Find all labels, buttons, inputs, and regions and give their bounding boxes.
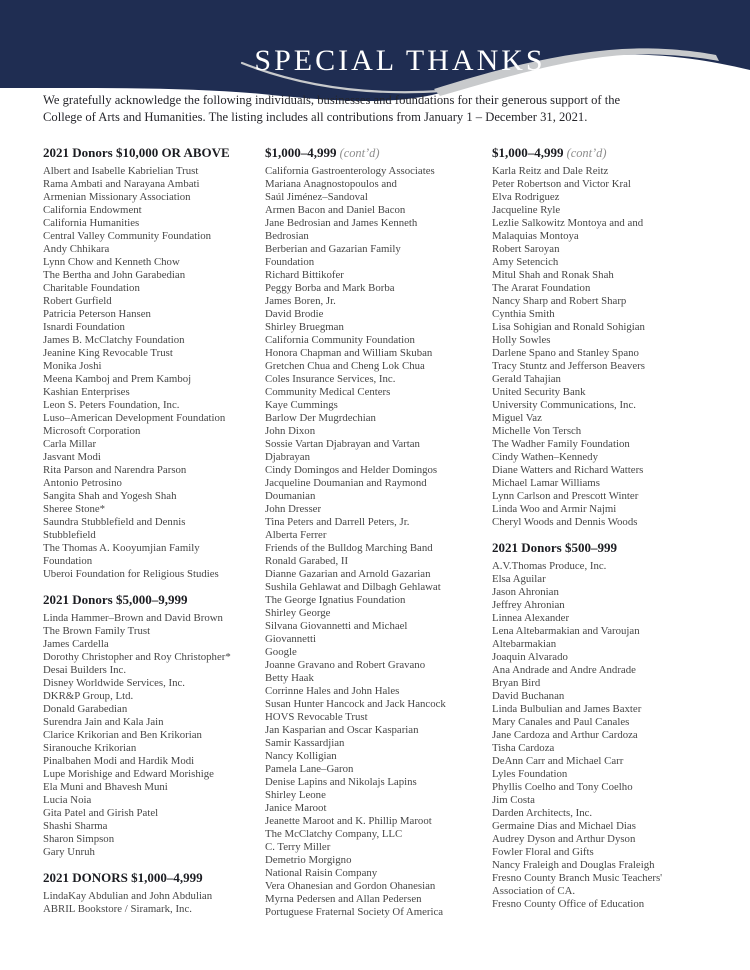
donor-line: Janice Maroot	[265, 802, 327, 814]
donor-line: Jacqueline Ryle	[492, 204, 561, 216]
donor-line: Sharon Simpson	[43, 833, 115, 845]
donor-line: California Gastroenterology Associates	[265, 165, 435, 177]
donor-line: Monika Joshi	[43, 360, 102, 372]
donor-line: Friends of the Bulldog Marching Band	[265, 542, 433, 554]
donor-line: Mitul Shah and Ronak Shah	[492, 269, 614, 281]
donor-line: Darden Architects, Inc.	[492, 807, 593, 819]
section-heading-suffix: (cont’d)	[563, 146, 607, 160]
donor-line: United Security Bank	[492, 386, 586, 398]
intro-line-1: We gratefully acknowledge the following individuals, businesses and foundations for their generous support of the	[43, 93, 621, 107]
donor-line: Myrna Pedersen and Allan Pedersen	[265, 893, 422, 905]
donor-column-3	[492, 145, 730, 911]
donor-line: Lisa Sohigian and Ronald Sohigian	[492, 321, 645, 333]
section-heading-suffix: (cont’d)	[336, 146, 380, 160]
donor-line: Tisha Cardoza	[492, 742, 555, 754]
donor-line: Foundation	[265, 256, 315, 268]
donor-line: Linda Hammer–Brown and David Brown	[43, 612, 223, 624]
donor-line: The Ararat Foundation	[492, 282, 591, 294]
donor-line: Tina Peters and Darrell Peters, Jr.	[265, 516, 410, 528]
donor-line: The George Ignatius Foundation	[265, 594, 406, 606]
donor-line: Phyllis Coelho and Tony Coelho	[492, 781, 633, 793]
donor-line: Gerald Tahajian	[492, 373, 561, 385]
donor-column-1	[43, 145, 255, 916]
donor-line: Joanne Gravano and Robert Gravano	[265, 659, 426, 671]
donor-line: Karla Reitz and Dale Reitz	[492, 165, 609, 177]
donor-line: Altebarmakian	[492, 638, 557, 650]
donor-line: Nancy Sharp and Robert Sharp	[492, 295, 627, 307]
donor-line: Samir Kassardjian	[265, 737, 345, 749]
donor-line: Gita Patel and Girish Patel	[43, 807, 159, 819]
donor-line: Antonio Petrosino	[43, 477, 122, 489]
donor-line: James Cardella	[43, 638, 109, 650]
donor-line: Jacqueline Doumanian and Raymond	[265, 477, 427, 489]
donor-line: Darlene Spano and Stanley Spano	[492, 347, 639, 359]
donor-line: Richard Bittikofer	[265, 269, 344, 281]
section-heading-text: 2021 Donors $10,000 OR ABOVE	[43, 145, 230, 160]
donor-line: Linda Woo and Armir Najmi	[492, 503, 617, 515]
section-heading	[43, 592, 255, 608]
donor-line: Jane Bedrosian and James Kenneth	[265, 217, 418, 229]
donor-line: Ela Muni and Bhavesh Muni	[43, 781, 168, 793]
donor-line: Kaye Cummings	[265, 399, 338, 411]
donor-line: Lupe Morishige and Edward Morishige	[43, 768, 214, 780]
donor-line: Gary Unruh	[43, 846, 95, 858]
intro-text	[43, 92, 715, 126]
section-heading-text: 2021 Donors $5,000–9,999	[43, 592, 188, 607]
donor-line: Fresno County Branch Music Teachers'	[492, 872, 663, 884]
donor-line: Microsoft Corporation	[43, 425, 141, 437]
donor-line: Bryan Bird	[492, 677, 541, 689]
donor-line: The Brown Family Trust	[43, 625, 151, 637]
donor-line: Honora Chapman and William Skuban	[265, 347, 433, 359]
donor-line: James Boren, Jr.	[265, 295, 336, 307]
donor-line: Portuguese Fraternal Society Of America	[265, 906, 444, 918]
donor-line: Community Medical Centers	[265, 386, 391, 398]
donor-line: Central Valley Community Foundation	[43, 230, 212, 242]
donor-line: Rita Parson and Narendra Parson	[43, 464, 187, 476]
donor-line: Shirley George	[265, 607, 331, 619]
donor-line: Linnea Alexander	[492, 612, 570, 624]
donor-line: Foundation	[43, 555, 93, 567]
donor-line: Holly Sowles	[492, 334, 551, 346]
donor-line: National Raisin Company	[265, 867, 378, 879]
donor-line: Lynn Chow and Kenneth Chow	[43, 256, 180, 268]
donor-line: Malaquias Montoya	[492, 230, 579, 242]
donor-line: The McClatchy Company, LLC	[265, 828, 403, 840]
donor-line: Nancy Kolligian	[265, 750, 337, 762]
donor-line: Miguel Vaz	[492, 412, 542, 424]
donor-line: Rama Ambati and Narayana Ambati	[43, 178, 200, 190]
donor-line: Charitable Foundation	[43, 282, 140, 294]
donor-line: Ana Andrade and Andre Andrade	[492, 664, 636, 676]
donor-line: Germaine Dias and Michael Dias	[492, 820, 636, 832]
donor-line: Djabrayan	[265, 451, 310, 463]
donor-line: Jeanine King Revocable Trust	[43, 347, 173, 359]
donor-line: Jasvant Modi	[43, 451, 101, 463]
donor-line: Audrey Dyson and Arthur Dyson	[492, 833, 636, 845]
section-heading-text: $1,000–4,999	[265, 145, 337, 160]
donor-line: LindaKay Abdulian and John Abdulian	[43, 890, 213, 902]
donor-line: Mariana Anagnostopoulos and	[265, 178, 397, 190]
donor-column-2	[265, 145, 482, 919]
donor-line: Cheryl Woods and Dennis Woods	[492, 516, 638, 528]
donor-line: Leon S. Peters Foundation, Inc.	[43, 399, 180, 411]
donor-line: Gretchen Chua and Cheng Lok Chua	[265, 360, 425, 372]
donor-line: Andy Chhikara	[43, 243, 110, 255]
section-heading	[43, 145, 255, 161]
donor-line: Giovannetti	[265, 633, 316, 645]
donor-line: Sangita Shah and Yogesh Shah	[43, 490, 177, 502]
donor-line: Denise Lapins and Nikolajs Lapins	[265, 776, 417, 788]
donor-line: Vera Ohanesian and Gordon Ohanesian	[265, 880, 436, 892]
donor-line: Lynn Carlson and Prescott Winter	[492, 490, 639, 502]
donor-line: Clarice Krikorian and Ben Krikorian	[43, 729, 202, 741]
donor-line: The Wadher Family Foundation	[492, 438, 630, 450]
donor-line: A.V.Thomas Produce, Inc.	[492, 560, 607, 572]
section-heading	[43, 870, 255, 886]
donor-line: Cindy Wathen–Kennedy	[492, 451, 598, 463]
donor-line: Carla Millar	[43, 438, 97, 450]
donor-line: Michelle Von Tersch	[492, 425, 582, 437]
donor-line: ABRIL Bookstore / Siramark, Inc.	[43, 903, 192, 915]
donor-line: Uberoi Foundation for Religious Studies	[43, 568, 219, 580]
section-heading	[265, 145, 482, 161]
donor-line: John Dresser	[265, 503, 322, 515]
donor-line: Corrinne Hales and John Hales	[265, 685, 400, 697]
donor-line: California Endowment	[43, 204, 142, 216]
donor-line: Susan Hunter Hancock and Jack Hancock	[265, 698, 446, 710]
donor-line: Elva Rodriguez	[492, 191, 560, 203]
donor-line: Alberta Ferrer	[265, 529, 327, 541]
donor-line: Jeanette Maroot and K. Phillip Maroot	[265, 815, 432, 827]
donor-line: Joaquin Alvarado	[492, 651, 568, 663]
donor-line: Mary Canales and Paul Canales	[492, 716, 630, 728]
donor-line: Coles Insurance Services, Inc.	[265, 373, 396, 385]
donor-line: David Brodie	[265, 308, 324, 320]
donor-line: Tracy Stuntz and Jefferson Beavers	[492, 360, 645, 372]
donor-line: Meena Kamboj and Prem Kamboj	[43, 373, 192, 385]
page-title: SPECIAL THANKS	[254, 44, 546, 77]
section-heading	[492, 145, 730, 161]
donor-line: David Buchanan	[492, 690, 565, 702]
donor-line: Stubblefield	[43, 529, 96, 541]
donor-line: Betty Haak	[265, 672, 314, 684]
donor-line: Diane Watters and Richard Watters	[492, 464, 644, 476]
donor-line: Cynthia Smith	[492, 308, 555, 320]
donor-line: Sheree Stone*	[43, 503, 106, 515]
donor-line: Dianne Gazarian and Arnold Gazarian	[265, 568, 431, 580]
donor-line: Robert Saroyan	[492, 243, 560, 255]
donor-line: Lezlie Salkowitz Montoya and and	[492, 217, 644, 229]
donor-line: Armen Bacon and Daniel Bacon	[265, 204, 406, 216]
donor-line: Elsa Aguilar	[492, 573, 546, 585]
donor-line: Association of CA.	[492, 885, 576, 897]
donor-line: Barlow Der Mugrdechian	[265, 412, 376, 424]
donor-line: Peter Robertson and Victor Kral	[492, 178, 631, 190]
section-heading	[492, 540, 730, 556]
donor-line: California Humanities	[43, 217, 140, 229]
donor-line: Doumanian	[265, 490, 316, 502]
donor-line: Kashian Enterprises	[43, 386, 130, 398]
donor-line: Fresno County Office of Education	[492, 898, 645, 910]
donor-line: Desai Builders Inc.	[43, 664, 127, 676]
donor-line: Shirley Leone	[265, 789, 326, 801]
donor-line: Lucia Noia	[43, 794, 92, 806]
donor-line: James B. McClatchy Foundation	[43, 334, 185, 346]
donor-line: Disney Worldwide Services, Inc.	[43, 677, 185, 689]
donor-line: Shashi Sharma	[43, 820, 108, 832]
donor-line: Silvana Giovannetti and Michael	[265, 620, 408, 632]
donor-line: Sossie Vartan Djabrayan and Vartan	[265, 438, 420, 450]
donor-line: The Bertha and John Garabedian	[43, 269, 186, 281]
donor-line: Saundra Stubblefield and Dennis	[43, 516, 186, 528]
donor-line: Dorothy Christopher and Roy Christopher*	[43, 651, 231, 663]
donor-line: DKR&P Group, Ltd.	[43, 690, 134, 702]
donor-line: Saúl Jiménez–Sandoval	[265, 191, 368, 203]
donor-line: Jan Kasparian and Oscar Kasparian	[265, 724, 419, 736]
intro-line-2: College of Arts and Humanities. The listing includes all contributions from January 1 – December 31, 2021.	[43, 109, 588, 124]
section-heading-text: $1,000–4,999	[492, 145, 564, 160]
donor-line: Fowler Floral and Gifts	[492, 846, 594, 858]
donor-line: Ronald Garabed, II	[265, 555, 349, 567]
donor-line: Albert and Isabelle Kabrielian Trust	[43, 165, 199, 177]
donor-line: Jim Costa	[492, 794, 535, 806]
donor-line: HOVS Revocable Trust	[265, 711, 368, 723]
donor-line: Donald Garabedian	[43, 703, 128, 715]
donor-line: Linda Bulbulian and James Baxter	[492, 703, 642, 715]
donor-line: Lena Altebarmakian and Varoujan	[492, 625, 640, 637]
donor-line: Pinalbahen Modi and Hardik Modi	[43, 755, 195, 767]
section-heading-text: 2021 Donors $500–999	[492, 540, 617, 555]
donor-line: Sushila Gehlawat and Dilbagh Gehlawat	[265, 581, 441, 593]
donor-line: Jeffrey Ahronian	[492, 599, 565, 611]
donor-columns	[43, 145, 733, 919]
donor-line: Berberian and Gazarian Family	[265, 243, 401, 255]
donor-line: Robert Gurfield	[43, 295, 112, 307]
donor-line: Jane Cardoza and Arthur Cardoza	[492, 729, 638, 741]
donor-line: Bedrosian	[265, 230, 309, 242]
donor-line: Amy Setencich	[492, 256, 559, 268]
donor-line: Patricia Peterson Hansen	[43, 308, 151, 320]
donor-line: DeAnn Carr and Michael Carr	[492, 755, 624, 767]
donor-line: Peggy Borba and Mark Borba	[265, 282, 395, 294]
donor-line: Nancy Fraleigh and Douglas Fraleigh	[492, 859, 655, 871]
donor-line: Siranouche Krikorian	[43, 742, 137, 754]
donor-line: Michael Lamar Williams	[492, 477, 600, 489]
donor-line: University Communications, Inc.	[492, 399, 636, 411]
donor-line: Luso–American Development Foundation	[43, 412, 226, 424]
donor-line: Surendra Jain and Kala Jain	[43, 716, 164, 728]
donor-line: Lyles Foundation	[492, 768, 568, 780]
donor-line: Google	[265, 646, 297, 658]
donor-line: Shirley Bruegman	[265, 321, 344, 333]
donor-line: Demetrio Morgigno	[265, 854, 352, 866]
donor-line: California Community Foundation	[265, 334, 415, 346]
donor-line: John Dixon	[265, 425, 316, 437]
donor-line: Cindy Domingos and Helder Domingos	[265, 464, 438, 476]
section-heading-text: 2021 DONORS $1,000–4,999	[43, 870, 203, 885]
donor-line: Pamela Lane–Garon	[265, 763, 354, 775]
donor-line: C. Terry Miller	[265, 841, 331, 853]
donor-line: Jason Ahronian	[492, 586, 559, 598]
donor-line: Isnardi Foundation	[43, 321, 125, 333]
donor-line: Armenian Missionary Association	[43, 191, 191, 203]
donor-line: The Thomas A. Kooyumjian Family	[43, 542, 200, 554]
